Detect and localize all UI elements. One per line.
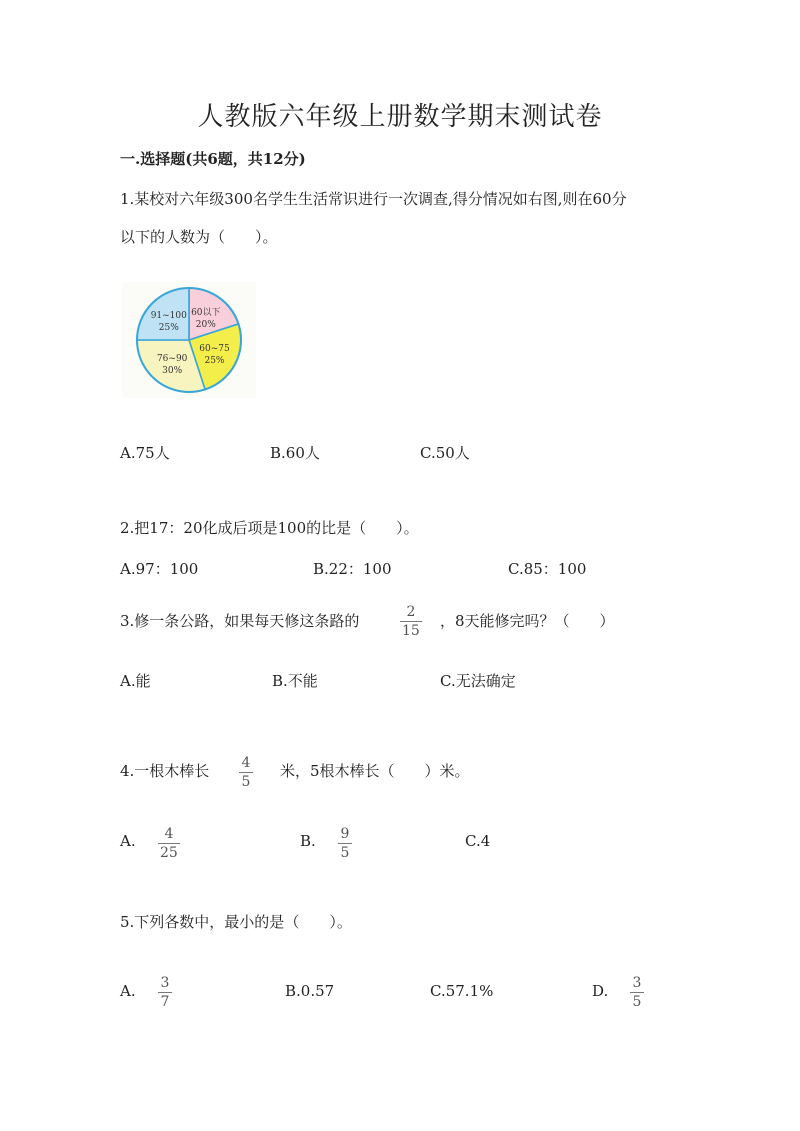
question-4-option-c[interactable]: C.4 [465, 832, 491, 850]
question-2-option-b[interactable]: B.22：100 [313, 560, 392, 578]
question-4-option-a-fraction[interactable] [158, 826, 180, 861]
question-5-option-a-fraction[interactable] [158, 975, 172, 1010]
fraction-numerator: 3 [160, 975, 170, 991]
section-heading: 一.选择题(共6题，共12分) [120, 150, 306, 168]
question-3-option-b[interactable]: B.不能 [272, 672, 318, 690]
fraction-denominator: 15 [402, 623, 420, 639]
question-5-option-a-label[interactable]: A. [120, 982, 136, 1000]
question-4-option-a-label[interactable]: A. [120, 832, 136, 850]
question-4-text-before: 4.一根木棒长 [120, 762, 210, 780]
question-1-option-b[interactable]: B.60人 [270, 444, 320, 462]
question-3-fraction [400, 604, 422, 639]
question-4-option-b-fraction[interactable] [338, 826, 352, 861]
question-3-option-c[interactable]: C.无法确定 [440, 672, 516, 690]
fraction-denominator: 5 [340, 845, 350, 861]
pie-slice-label: 76~90 [156, 354, 188, 365]
question-3-option-a[interactable]: A.能 [120, 672, 151, 690]
fraction-bar [630, 992, 644, 993]
fraction-numerator: 4 [164, 826, 174, 842]
question-1-option-c[interactable]: C.50人 [420, 444, 470, 462]
fraction-denominator: 25 [160, 845, 178, 861]
pie-slice-label: 60以下 [191, 307, 221, 318]
fraction-denominator: 5 [241, 774, 251, 790]
score-distribution-pie-chart [122, 282, 256, 398]
question-4-fraction [239, 755, 253, 790]
fraction-bar [158, 843, 180, 844]
question-2-text: 2.把17：20化成后项是100的比是（ ）。 [120, 519, 419, 537]
question-5-text: 5.下列各数中，最小的是（ ）。 [120, 913, 352, 931]
fraction-bar [400, 621, 422, 622]
page-title: 人教版六年级上册数学期末测试卷 [197, 102, 603, 132]
pie-slice-percent: 30% [162, 366, 183, 377]
fraction-bar [158, 992, 172, 993]
question-1-option-a[interactable]: A.75人 [120, 444, 170, 462]
question-5-option-d-fraction[interactable] [630, 975, 644, 1010]
question-5-option-d-label[interactable]: D. [592, 982, 609, 1000]
fraction-denominator: 5 [632, 994, 642, 1010]
fraction-numerator: 2 [406, 604, 416, 620]
fraction-numerator: 3 [632, 975, 642, 991]
fraction-bar [338, 843, 352, 844]
question-2-option-a[interactable]: A.97：100 [120, 560, 199, 578]
fraction-denominator: 7 [160, 994, 170, 1010]
question-5-option-c[interactable]: C.57.1% [430, 982, 494, 1000]
question-4-text-after: 米，5根木棒长（ ）米。 [280, 762, 470, 780]
pie-slice-percent: 25% [158, 322, 179, 333]
pie-slice-percent: 20% [195, 319, 216, 330]
question-3-text-before: 3.修一条公路，如果每天修这条路的 [120, 612, 360, 630]
question-5-option-b[interactable]: B.0.57 [285, 982, 335, 1000]
question-3-text-after: ，8天能修完吗？（ ） [440, 612, 615, 630]
fraction-bar [239, 772, 253, 773]
fraction-numerator: 4 [241, 755, 251, 771]
question-2-option-c[interactable]: C.85：100 [508, 560, 587, 578]
question-4-option-b-label[interactable]: B. [300, 832, 316, 850]
question-1-line-2: 以下的人数为（ ）。 [120, 228, 278, 246]
pie-slice-label: 60~75 [199, 343, 230, 354]
question-1-line-1: 1.某校对六年级300名学生生活常识进行一次调查,得分情况如右图,则在60分 [120, 190, 627, 208]
pie-slice-label: 91~100 [150, 310, 187, 321]
fraction-numerator: 9 [340, 826, 350, 842]
pie-slice-percent: 25% [204, 355, 225, 366]
